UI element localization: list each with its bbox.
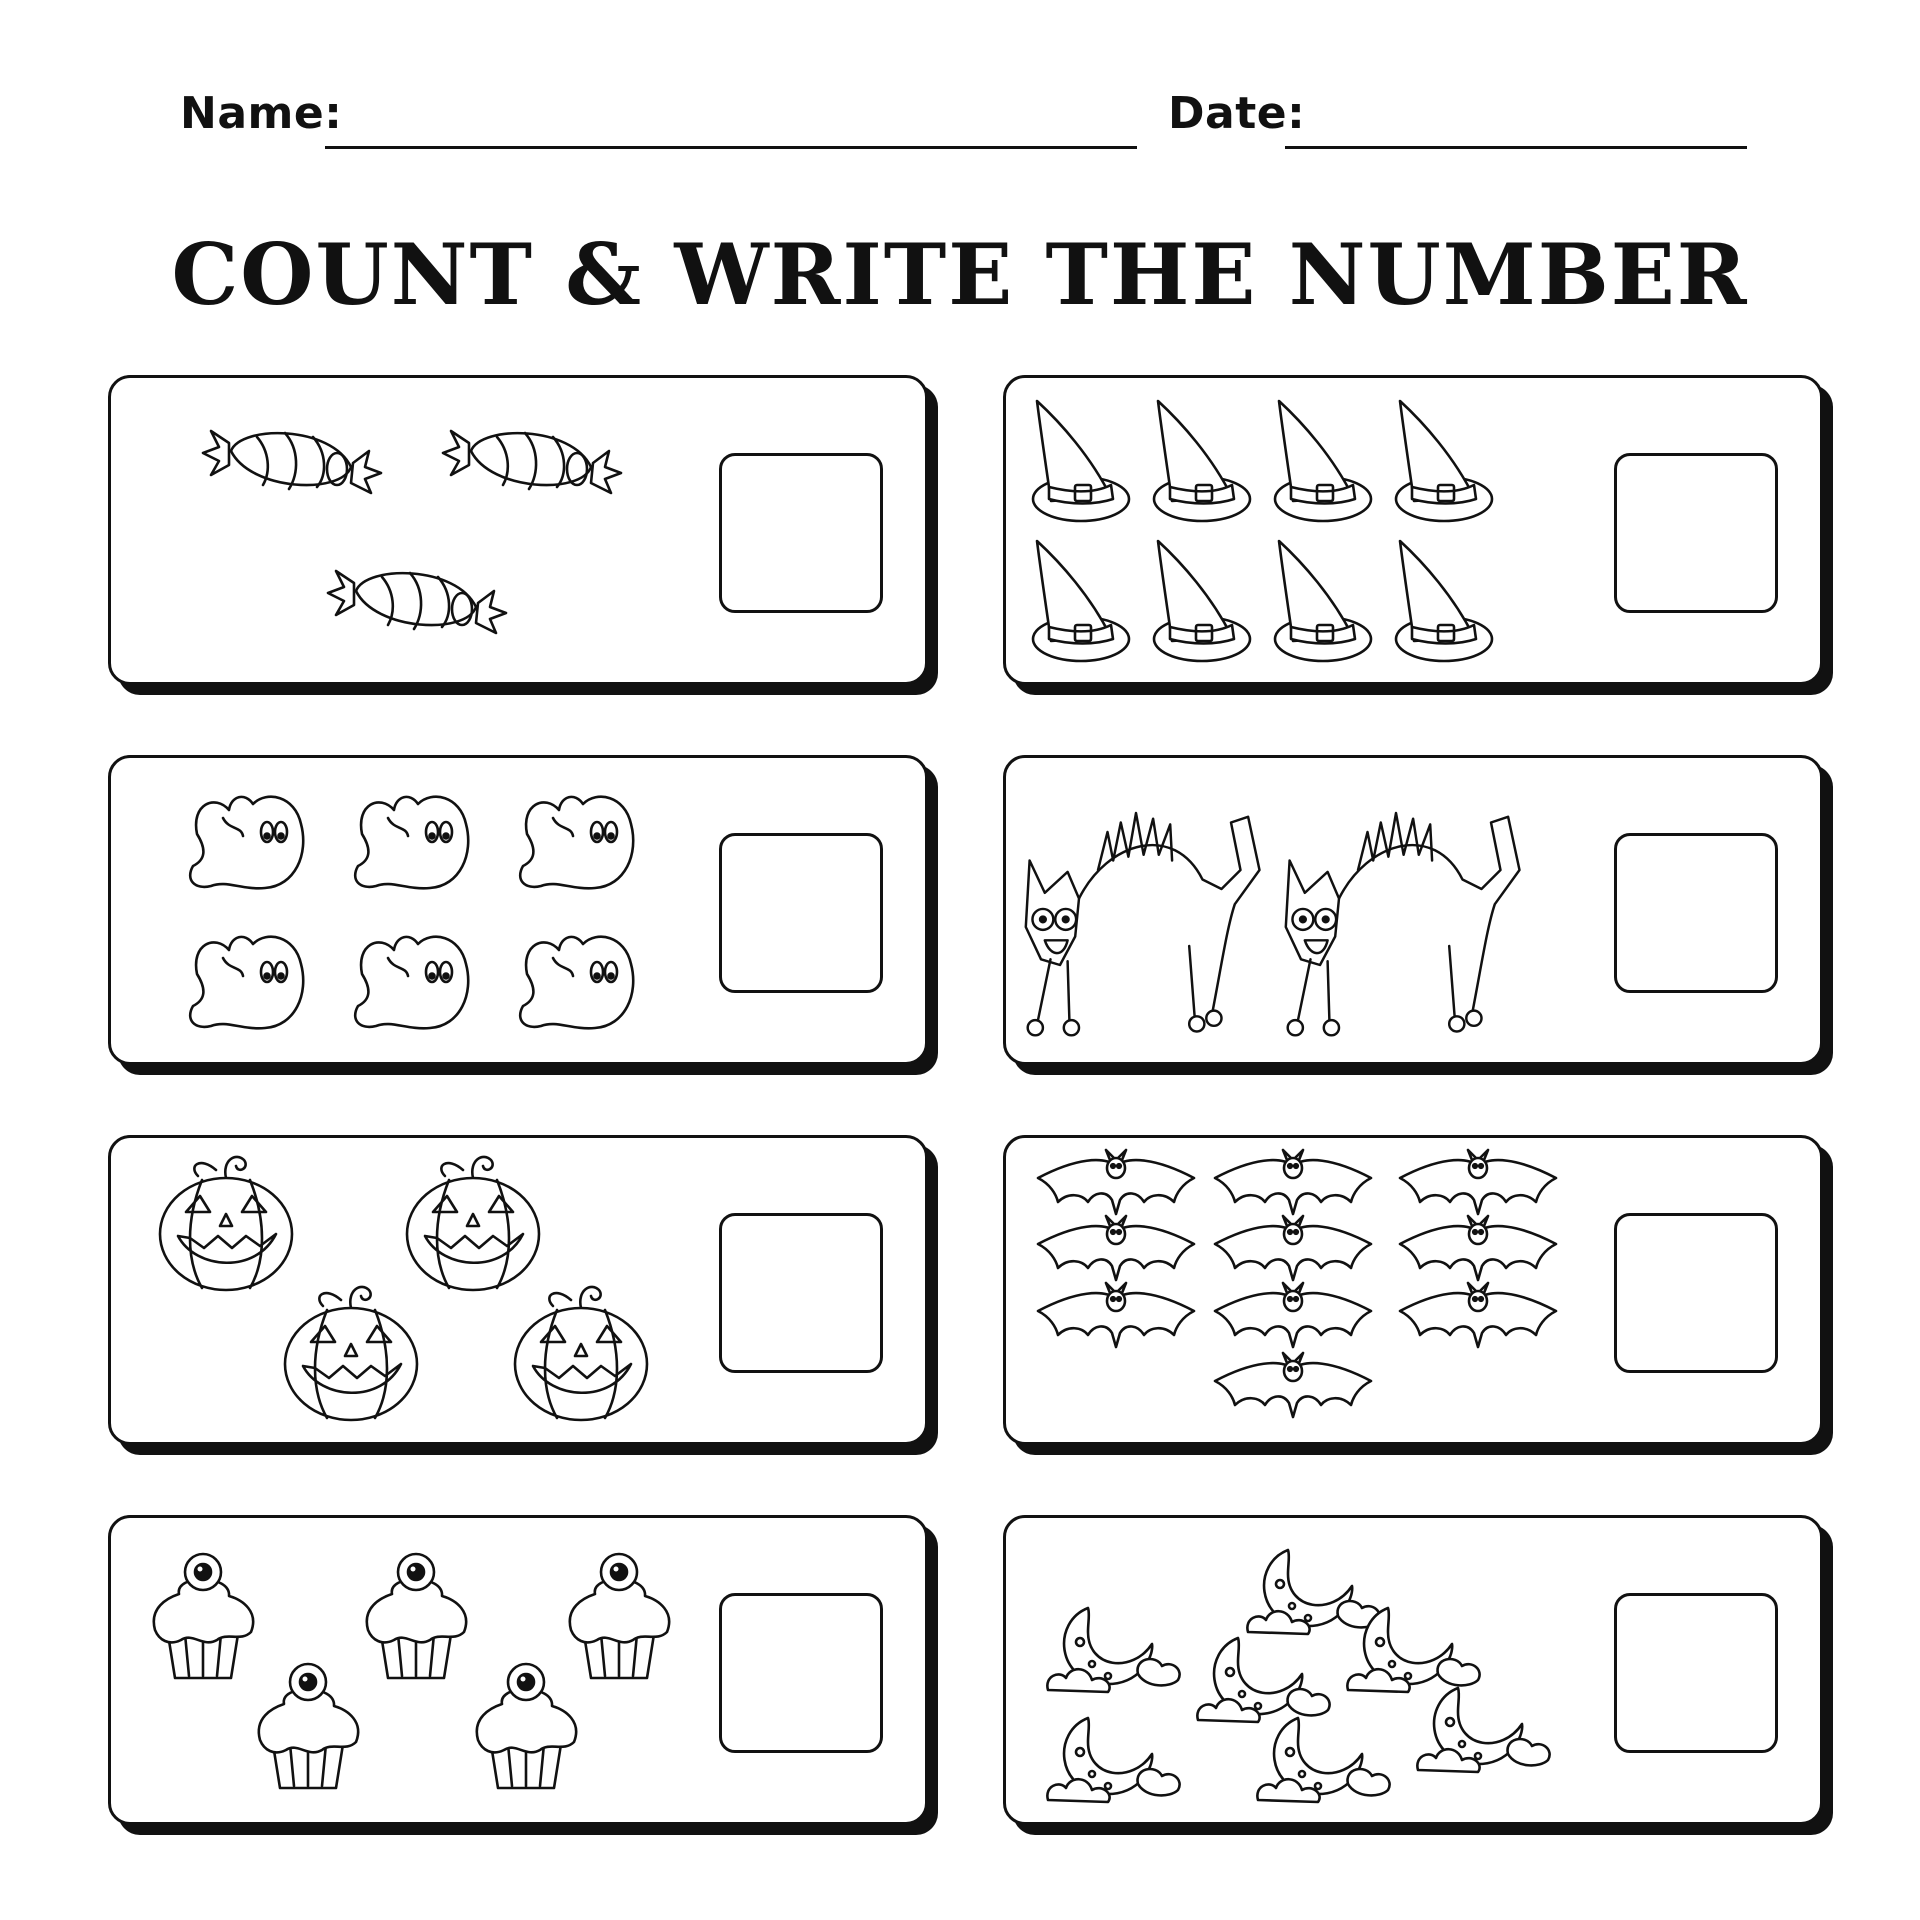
witch-hat-icon: [1275, 541, 1371, 661]
date-label: Date:: [1168, 88, 1306, 139]
name-label: Name:: [180, 88, 343, 139]
count-card-bat: [1003, 1135, 1823, 1445]
moon-cloud-icon: [1417, 1688, 1549, 1772]
cupcake-icon: [570, 1554, 669, 1678]
bat-icon: [1038, 1283, 1194, 1347]
count-card-ghost: [108, 755, 928, 1065]
witch-hat-icon: [1396, 541, 1492, 661]
date-field-line[interactable]: [1285, 146, 1747, 149]
bat-icon: [1215, 1353, 1371, 1417]
bat-icon: [1400, 1150, 1556, 1214]
cupcake-icon-group: [111, 1518, 731, 1828]
count-card-moon-cloud: [1003, 1515, 1823, 1825]
count-card-witch-hat: [1003, 375, 1823, 685]
candy-icon: [203, 431, 381, 493]
cupcake-icon: [259, 1664, 358, 1788]
bat-icon: [1215, 1283, 1371, 1347]
witch-hat-icon: [1033, 541, 1129, 661]
moon-cloud-icon-group: [1006, 1518, 1626, 1828]
moon-cloud-icon: [1257, 1718, 1389, 1802]
witch-hat-icon: [1396, 401, 1492, 521]
witch-hat-icon: [1033, 401, 1129, 521]
answer-box[interactable]: [1614, 833, 1778, 993]
answer-box[interactable]: [1614, 453, 1778, 613]
answer-box[interactable]: [1614, 1213, 1778, 1373]
bat-icon: [1038, 1150, 1194, 1214]
ghost-icon: [355, 797, 468, 889]
ghost-icon: [190, 937, 303, 1029]
witch-hat-icon-group: [1006, 378, 1626, 688]
ghost-icon: [190, 797, 303, 889]
witch-hat-icon: [1275, 401, 1371, 521]
answer-box[interactable]: [719, 833, 883, 993]
bat-icon: [1400, 1283, 1556, 1347]
witch-hat-icon: [1154, 401, 1250, 521]
candy-icon-group: [111, 378, 731, 688]
count-card-candy: [108, 375, 928, 685]
candy-icon: [443, 431, 621, 493]
ghost-icon: [520, 797, 633, 889]
answer-box[interactable]: [719, 1593, 883, 1753]
count-card-cupcake: [108, 1515, 928, 1825]
moon-cloud-icon: [1247, 1550, 1379, 1634]
witch-hat-icon: [1154, 541, 1250, 661]
moon-cloud-icon: [1047, 1718, 1179, 1802]
moon-cloud-icon: [1197, 1638, 1329, 1722]
count-card-black-cat: [1003, 755, 1823, 1065]
answer-box[interactable]: [1614, 1593, 1778, 1753]
jack-o-lantern-icon-group: [111, 1138, 731, 1448]
bat-icon: [1215, 1216, 1371, 1280]
answer-box[interactable]: [719, 1213, 883, 1373]
cupcake-icon: [367, 1554, 466, 1678]
moon-cloud-icon: [1047, 1608, 1179, 1692]
jack-o-lantern-icon: [407, 1157, 539, 1290]
worksheet-title: COUNT & WRITE THE NUMBER: [171, 225, 1749, 324]
jack-o-lantern-icon: [160, 1157, 292, 1290]
candy-icon: [328, 571, 506, 633]
count-card-jack-o-lantern: [108, 1135, 928, 1445]
black-cat-icon-group: [1006, 758, 1626, 1068]
ghost-icon: [355, 937, 468, 1029]
cupcake-icon: [154, 1554, 253, 1678]
jack-o-lantern-icon: [285, 1287, 417, 1420]
ghost-icon-group: [111, 758, 731, 1068]
jack-o-lantern-icon: [515, 1287, 647, 1420]
bat-icon: [1038, 1216, 1194, 1280]
black-cat-icon: [1026, 813, 1260, 1035]
black-cat-icon: [1286, 813, 1520, 1035]
name-field-line[interactable]: [325, 146, 1137, 149]
bat-icon: [1215, 1150, 1371, 1214]
bat-icon: [1400, 1216, 1556, 1280]
ghost-icon: [520, 937, 633, 1029]
cupcake-icon: [477, 1664, 576, 1788]
bat-icon-group: [1006, 1138, 1626, 1448]
answer-box[interactable]: [719, 453, 883, 613]
